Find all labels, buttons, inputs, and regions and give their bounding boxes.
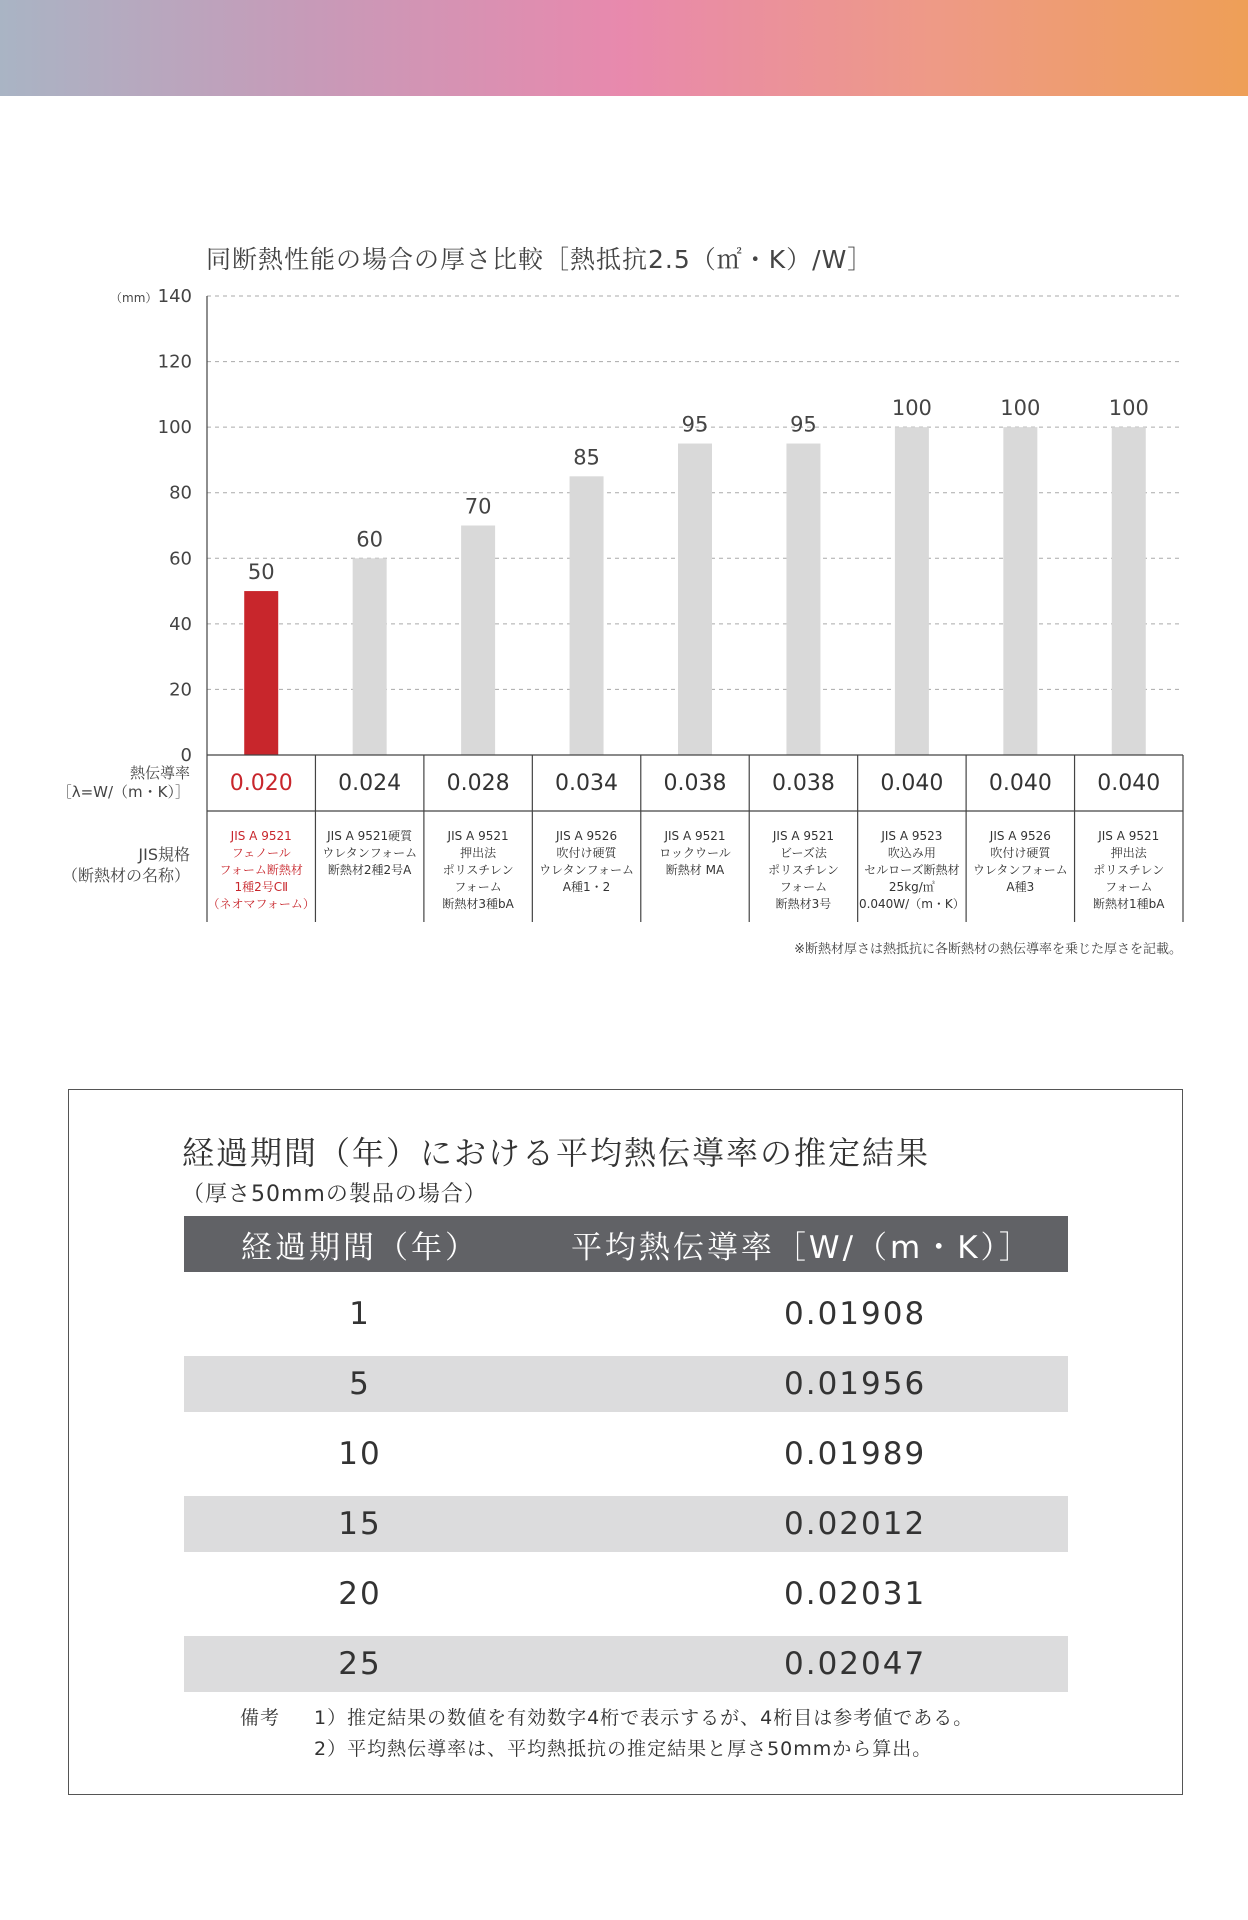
data-label: 70 — [464, 494, 492, 519]
jis-cell-line: JIS A 9526 — [556, 829, 618, 843]
jis-cell-line: フォーム — [779, 880, 828, 894]
jis-cell-line: ポリスチレン — [442, 863, 514, 877]
conductivity-cell: 0.024 — [338, 771, 402, 796]
chart-title: 同断熱性能の場合の厚さ比較［熱抵抗2.5（㎡・K）/W］ — [206, 245, 874, 274]
jis-cell-line: フェノール — [231, 846, 291, 860]
jis-cell-line: JIS A 9523 — [881, 829, 943, 843]
jis-cell-line: セルローズ断熱材 — [864, 863, 960, 877]
bar — [244, 591, 278, 755]
jis-cell-line: 25kg/㎥ — [888, 880, 935, 894]
jis-cell-line: ウレタンフォーム — [322, 846, 418, 860]
bar — [1112, 427, 1146, 755]
value-cell: 0.02012 — [536, 1496, 1068, 1552]
bar — [461, 526, 495, 756]
conductivity-cell: 0.040 — [988, 771, 1052, 796]
table-header-row — [184, 1216, 1068, 1272]
period-cell: 15 — [184, 1496, 536, 1552]
jis-cell-line: ポリスチレン — [1093, 863, 1165, 877]
jis-cell-line: ビーズ法 — [779, 846, 827, 860]
period-cell: 10 — [338, 1436, 382, 1472]
table-row — [184, 1496, 1068, 1552]
jis-cell-line: 断熱材1種bA — [1093, 897, 1165, 911]
conductivity-cell: 0.038 — [663, 771, 727, 796]
table-row — [184, 1356, 1068, 1412]
jis-label-line2: （断熱材の名称） — [61, 866, 190, 885]
jis-cell — [1075, 828, 1183, 913]
conductivity-cell: 0.038 — [771, 771, 835, 796]
jis-cell-line: ロックウール — [659, 846, 731, 860]
jis-cell — [207, 828, 315, 913]
value-cell: 0.01956 — [536, 1356, 1068, 1412]
data-label: 50 — [247, 560, 275, 585]
data-label: 60 — [356, 527, 384, 552]
chart-footnote: ※断熱材厚さは熱抵抗に各断熱材の熱伝導率を乗じた厚さを記載。 — [794, 942, 1182, 957]
jis-cell-line: 断熱材2種2号A — [327, 863, 412, 877]
jis-cell-line: JIS A 9526 — [989, 829, 1051, 843]
value-cell: 0.01908 — [784, 1296, 927, 1332]
y-tick-label: 100 — [157, 417, 192, 439]
data-label: 100 — [1000, 396, 1041, 421]
table-row — [184, 1286, 1068, 1342]
jis-cell-line: 断熱材3号 — [775, 897, 832, 911]
conductivity-row-label — [57, 764, 190, 802]
jis-cell-line: フォーム — [454, 880, 502, 894]
y-tick-label: 140 — [157, 286, 192, 307]
data-label: 95 — [681, 412, 709, 437]
estimate-table — [184, 1216, 1068, 1692]
period-cell: 25 — [184, 1636, 536, 1692]
jis-cell-line: JIS A 9521 — [772, 829, 834, 843]
bar — [678, 444, 712, 755]
jis-cell — [749, 828, 857, 913]
bar — [1003, 427, 1037, 755]
y-tick-label: 60 — [169, 548, 192, 570]
table-row — [184, 1566, 1068, 1622]
jis-cell-line: JIS A 9521 — [230, 829, 292, 843]
y-axis-ticks — [158, 286, 192, 766]
bar — [895, 427, 929, 755]
jis-cell-line: ポリスチレン — [767, 863, 839, 877]
jis-cell-line: 押出法 — [460, 846, 497, 860]
note-1: 1）推定結果の数値を有効数字4桁で表示するが、4桁目は参考値である。 — [314, 1707, 974, 1729]
jis-cell — [641, 828, 749, 879]
jis-cell — [532, 828, 640, 896]
conductivity-cell: 0.034 — [555, 771, 619, 796]
jis-cell-line: 1種2号CⅡ — [234, 880, 288, 894]
table-title: 経過期間（年）における平均熱伝導率の推定結果 — [182, 1134, 931, 1172]
jis-cell-line: JIS A 9521 — [664, 829, 726, 843]
jis-cell — [858, 828, 966, 913]
period-cell: 20 — [338, 1576, 382, 1612]
jis-cell — [424, 828, 532, 913]
jis-cell-line: （ネオマフォーム） — [207, 897, 315, 911]
conductivity-cell: 0.020 — [229, 771, 293, 796]
data-label: 100 — [1108, 396, 1149, 421]
jis-cell-line: フォーム — [1105, 880, 1153, 894]
table-subtitle: （厚さ50mmの製品の場合） — [182, 1182, 487, 1207]
jis-cell-line: JIS A 9521硬質 — [327, 829, 413, 843]
conductivity-cell: 0.040 — [880, 771, 944, 796]
data-label: 95 — [790, 412, 817, 437]
jis-cell-line: A種1・2 — [562, 880, 611, 894]
table-row — [184, 1636, 1068, 1692]
data-label: 100 — [891, 396, 932, 421]
value-cell: 0.02047 — [536, 1636, 1068, 1692]
bar — [570, 476, 604, 755]
jis-cell-line: 吹付け硬質 — [556, 846, 617, 860]
jis-cell-line: 吹込み用 — [887, 846, 936, 860]
data-label: 85 — [573, 445, 600, 470]
note-2: 2）平均熱伝導率は、平均熱抵抗の推定結果と厚さ50mmから算出。 — [314, 1738, 933, 1760]
jis-cell-line: JIS A 9521 — [1098, 829, 1160, 843]
jis-cell-line: 断熱材3種bA — [442, 897, 514, 911]
jis-row-label — [62, 844, 190, 886]
y-axis-unit: （mm） — [110, 291, 158, 305]
notes-head: 備考 — [240, 1707, 281, 1729]
y-tick-label: 80 — [169, 482, 192, 504]
y-tick-label: 120 — [157, 351, 192, 373]
jis-cell-line: ウレタンフォーム — [539, 863, 634, 877]
conductivity-label-line2: ［λ=W/（m・K）］ — [56, 783, 190, 801]
header-conductivity: 平均熱伝導率［W/（m・K）］ — [536, 1216, 1068, 1272]
y-tick-label: 40 — [169, 613, 192, 635]
conductivity-cell: 0.028 — [446, 771, 510, 796]
bar — [786, 444, 820, 755]
jis-cell-line: ウレタンフォーム — [972, 863, 1068, 877]
bars — [244, 427, 1146, 755]
bar — [353, 558, 387, 755]
value-cell: 0.01989 — [784, 1436, 927, 1472]
jis-cell — [315, 828, 423, 879]
y-tick-label: 20 — [169, 679, 192, 701]
jis-cell-line: 0.040W/（m・K） — [858, 897, 965, 911]
jis-cell-line: 吹付け硬質 — [990, 846, 1051, 860]
jis-cell-line: A種3 — [1006, 880, 1035, 894]
table-row — [184, 1426, 1068, 1482]
jis-cell-line: JIS A 9521 — [447, 829, 509, 843]
jis-cell-line: 断熱材 MA — [665, 863, 725, 877]
conductivity-cell: 0.040 — [1097, 771, 1161, 796]
conductivity-label-line1: 熱伝導率 — [129, 764, 190, 782]
period-cell: 5 — [184, 1356, 536, 1412]
jis-label-line1: JIS規格 — [138, 845, 190, 864]
jis-cell-line: 押出法 — [1110, 846, 1147, 860]
header-period: 経過期間（年） — [184, 1216, 536, 1272]
jis-cell — [966, 828, 1074, 896]
table-notes — [240, 1703, 973, 1765]
period-cell: 1 — [349, 1296, 371, 1332]
jis-cell-line: フォーム断熱材 — [219, 863, 303, 877]
y-tick-label: 0 — [180, 745, 192, 766]
value-cell: 0.02031 — [784, 1576, 927, 1612]
